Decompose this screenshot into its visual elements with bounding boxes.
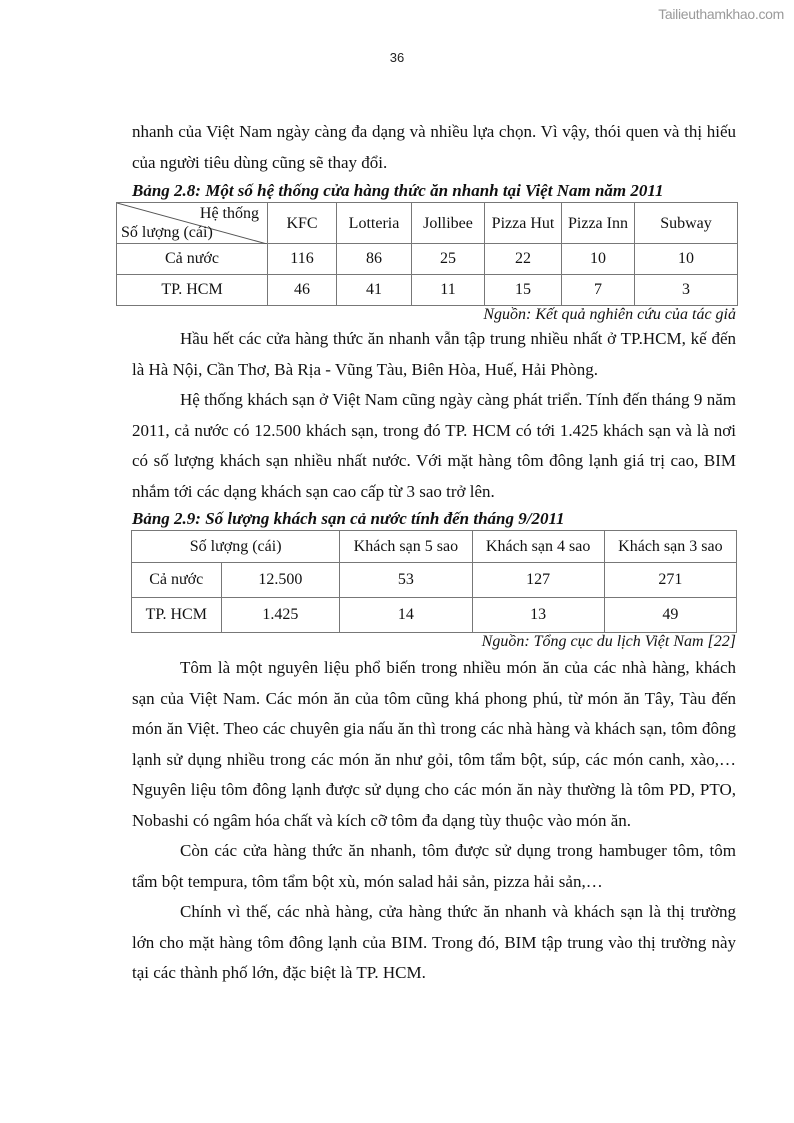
paragraph: Chính vì thế, các nhà hàng, cửa hàng thức ăn nhanh và khách sạn là thị trường lớn cho mặt hàng tôm đông lạnh của BIM. Trong đó, BIM tập trung vào thị trường này tại các thành phố lớn, đặc biệt là TP. HCM. xyxy=(132,902,736,982)
table-source: Nguồn: Kết quả nghiên cứu của tác giả xyxy=(483,306,736,323)
table-cell: 3 xyxy=(635,275,738,306)
column-header: Khách sạn 4 sao xyxy=(472,531,604,563)
table-cell: 7 xyxy=(562,275,635,306)
column-header: Pizza Hut xyxy=(485,203,562,244)
table-caption: Bảng 2.9: Số lượng khách sạn cả nước tính đến tháng 9/2011 xyxy=(132,509,565,528)
table-row xyxy=(132,563,737,598)
table-row xyxy=(132,598,737,633)
hotel-table xyxy=(131,530,737,633)
paragraph: Hệ thống khách sạn ở Việt Nam cũng ngày càng phát triển. Tính đến tháng 9 năm 2011, cả nước có 12.500 khách sạn, trong đó TP. HCM có tới 1.425 khách sạn và là nơi có số lượng khách sạn nhiều nhất nước. Với mặt hàng tôm đông lạnh giá trị cao, BIM nhắm tới các dạng khách sạn cao cấp từ 3 sao trở lên. xyxy=(132,390,736,501)
column-header: Jollibee xyxy=(412,203,485,244)
corner-bottom-label: Số lượng (cái) xyxy=(121,224,213,241)
column-header: Khách sạn 3 sao xyxy=(604,531,736,563)
fast-food-table xyxy=(116,202,738,306)
row-label: TP. HCM xyxy=(117,275,268,306)
corner-cell xyxy=(117,203,268,244)
table-cell: 25 xyxy=(412,244,485,275)
corner-top-label: Hệ thống xyxy=(199,205,259,222)
table-row xyxy=(117,275,738,306)
table-cell: 14 xyxy=(340,598,472,633)
table-header-row xyxy=(132,531,737,563)
table-cell: 13 xyxy=(472,598,604,633)
table-row xyxy=(117,244,738,275)
watermark: Tailieuthamkhao.com xyxy=(658,6,784,22)
table-cell: 15 xyxy=(485,275,562,306)
table-cell: 116 xyxy=(268,244,337,275)
table-source: Nguồn: Tổng cục du lịch Việt Nam [22] xyxy=(481,633,736,650)
column-header: Subway xyxy=(635,203,738,244)
row-label: TP. HCM xyxy=(132,598,222,633)
paragraph: nhanh của Việt Nam ngày càng đa dạng và nhiều lựa chọn. Vì vậy, thói quen và thị hiếu của người tiêu dùng cũng sẽ thay đổi. xyxy=(132,122,736,172)
column-header: Lotteria xyxy=(337,203,412,244)
table-caption: Bảng 2.8: Một số hệ thống cửa hàng thức ăn nhanh tại Việt Nam năm 2011 xyxy=(132,181,664,200)
paragraph: Còn các cửa hàng thức ăn nhanh, tôm được sử dụng trong hambuger tôm, tôm tẩm bột tempura, tôm tẩm bột xù, món salad hải sản, pizza hải sản,… xyxy=(132,841,736,891)
column-header: Số lượng (cái) xyxy=(132,531,340,563)
table-cell: 41 xyxy=(337,275,412,306)
column-header: KFC xyxy=(268,203,337,244)
paragraph: Tôm là một nguyên liệu phổ biến trong nhiều món ăn của các nhà hàng, khách sạn của Việt Nam. Các món ăn của tôm cũng khá phong phú, từ món ăn Tây, Tàu đến món ăn Việt. Theo các chuyên gia nấu ăn thì trong các nhà hàng và khách sạn, tôm đông lạnh sử dụng nhiều trong các món ăn như gỏi, tôm tẩm bột, súp, các món canh, xào,… Nguyên liệu tôm đông lạnh được sử dụng cho các món ăn này thường là tôm PD, PTO, Nobashi có ngâm hóa chất và kích cỡ tôm đa dạng tùy thuộc vào món ăn. xyxy=(132,658,736,830)
table-header-row xyxy=(117,203,738,244)
page-number: 36 xyxy=(389,50,405,65)
table-cell: 46 xyxy=(268,275,337,306)
row-label: Cả nước xyxy=(117,244,268,275)
table-cell: 11 xyxy=(412,275,485,306)
column-header: Pizza Inn xyxy=(562,203,635,244)
table-cell: 53 xyxy=(340,563,472,598)
table-cell: 49 xyxy=(604,598,736,633)
row-label: Cả nước xyxy=(132,563,222,598)
table-cell: 12.500 xyxy=(221,563,340,598)
column-header: Khách sạn 5 sao xyxy=(340,531,472,563)
table-cell: 127 xyxy=(472,563,604,598)
table-cell: 10 xyxy=(635,244,738,275)
table-cell: 1.425 xyxy=(221,598,340,633)
table-cell: 86 xyxy=(337,244,412,275)
paragraph: Hầu hết các cửa hàng thức ăn nhanh vẫn tập trung nhiều nhất ở TP.HCM, kế đến là Hà Nội, Cần Thơ, Bà Rịa - Vũng Tàu, Biên Hòa, Huế, Hải Phòng. xyxy=(132,329,736,379)
table-cell: 271 xyxy=(604,563,736,598)
table-cell: 22 xyxy=(485,244,562,275)
table-cell: 10 xyxy=(562,244,635,275)
page-content xyxy=(121,117,736,989)
